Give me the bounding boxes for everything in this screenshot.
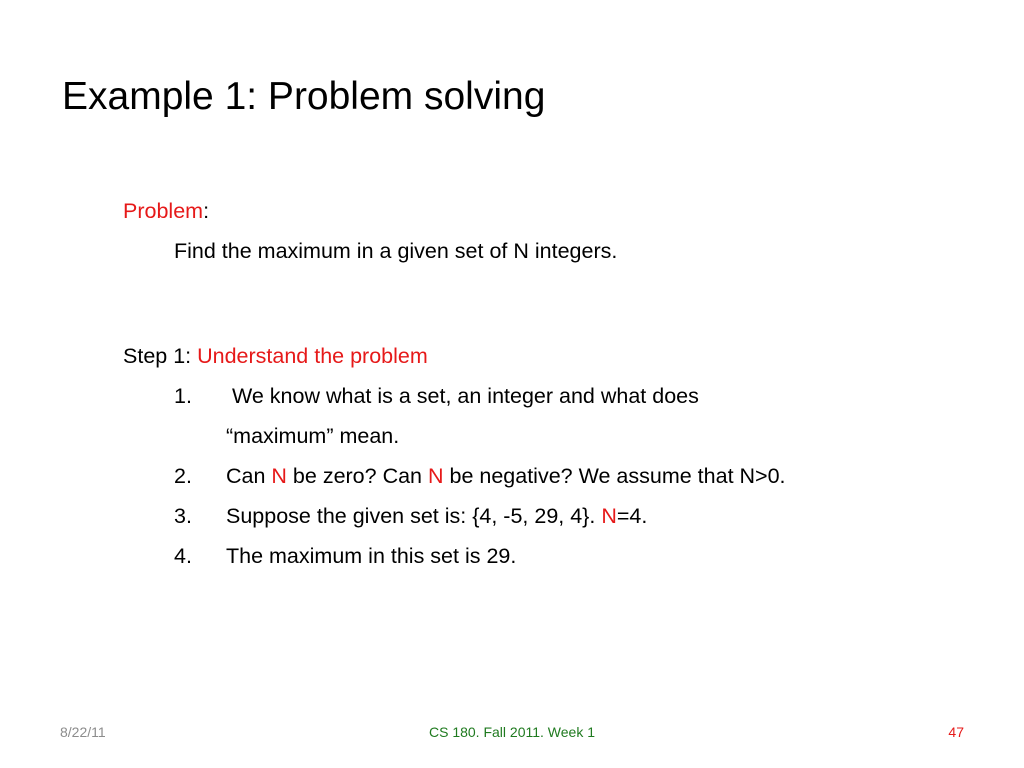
variable-n: N (601, 504, 617, 528)
list-item-3 (226, 502, 647, 530)
list-item-number-1: 1. (174, 384, 192, 408)
list-item-number-2: 2. (174, 464, 192, 488)
list-item-2-part-2: be zero? Can (286, 464, 428, 488)
list-item-2-part-3: be negative? We assume that N>0. (443, 464, 786, 488)
list-item-3-part-1: Suppose the given set is: {4, -5, 29, 4}. (226, 504, 602, 528)
step-heading (123, 342, 428, 370)
variable-n: N (427, 464, 444, 488)
problem-colon: : (203, 199, 210, 223)
list-item-number-4: 4. (174, 544, 192, 568)
problem-heading (123, 197, 209, 225)
list-item-3-part-2: =4. (616, 504, 648, 528)
footer-date: 8/22/11 (60, 724, 106, 740)
slide-title: Example 1: Problem solving (62, 75, 546, 118)
list-item-2-part-1: Can (226, 464, 272, 488)
list-item-1-line-2: “maximum” mean. (226, 424, 400, 448)
step-label: Understand the problem (197, 344, 428, 368)
list-item-2 (226, 462, 786, 490)
list-item-number-3: 3. (174, 504, 192, 528)
problem-statement: Find the maximum in a given set of N integers. (174, 239, 618, 263)
list-item-4: The maximum in this set is 29. (226, 544, 517, 568)
variable-n: N (271, 464, 287, 488)
list-item-1-line-1: We know what is a set, an integer and what does (226, 384, 699, 408)
page-number: 47 (948, 724, 964, 740)
problem-label: Problem (123, 199, 204, 223)
step-prefix: Step 1: (123, 344, 198, 368)
footer-course: CS 180. Fall 2011. Week 1 (428, 724, 596, 740)
